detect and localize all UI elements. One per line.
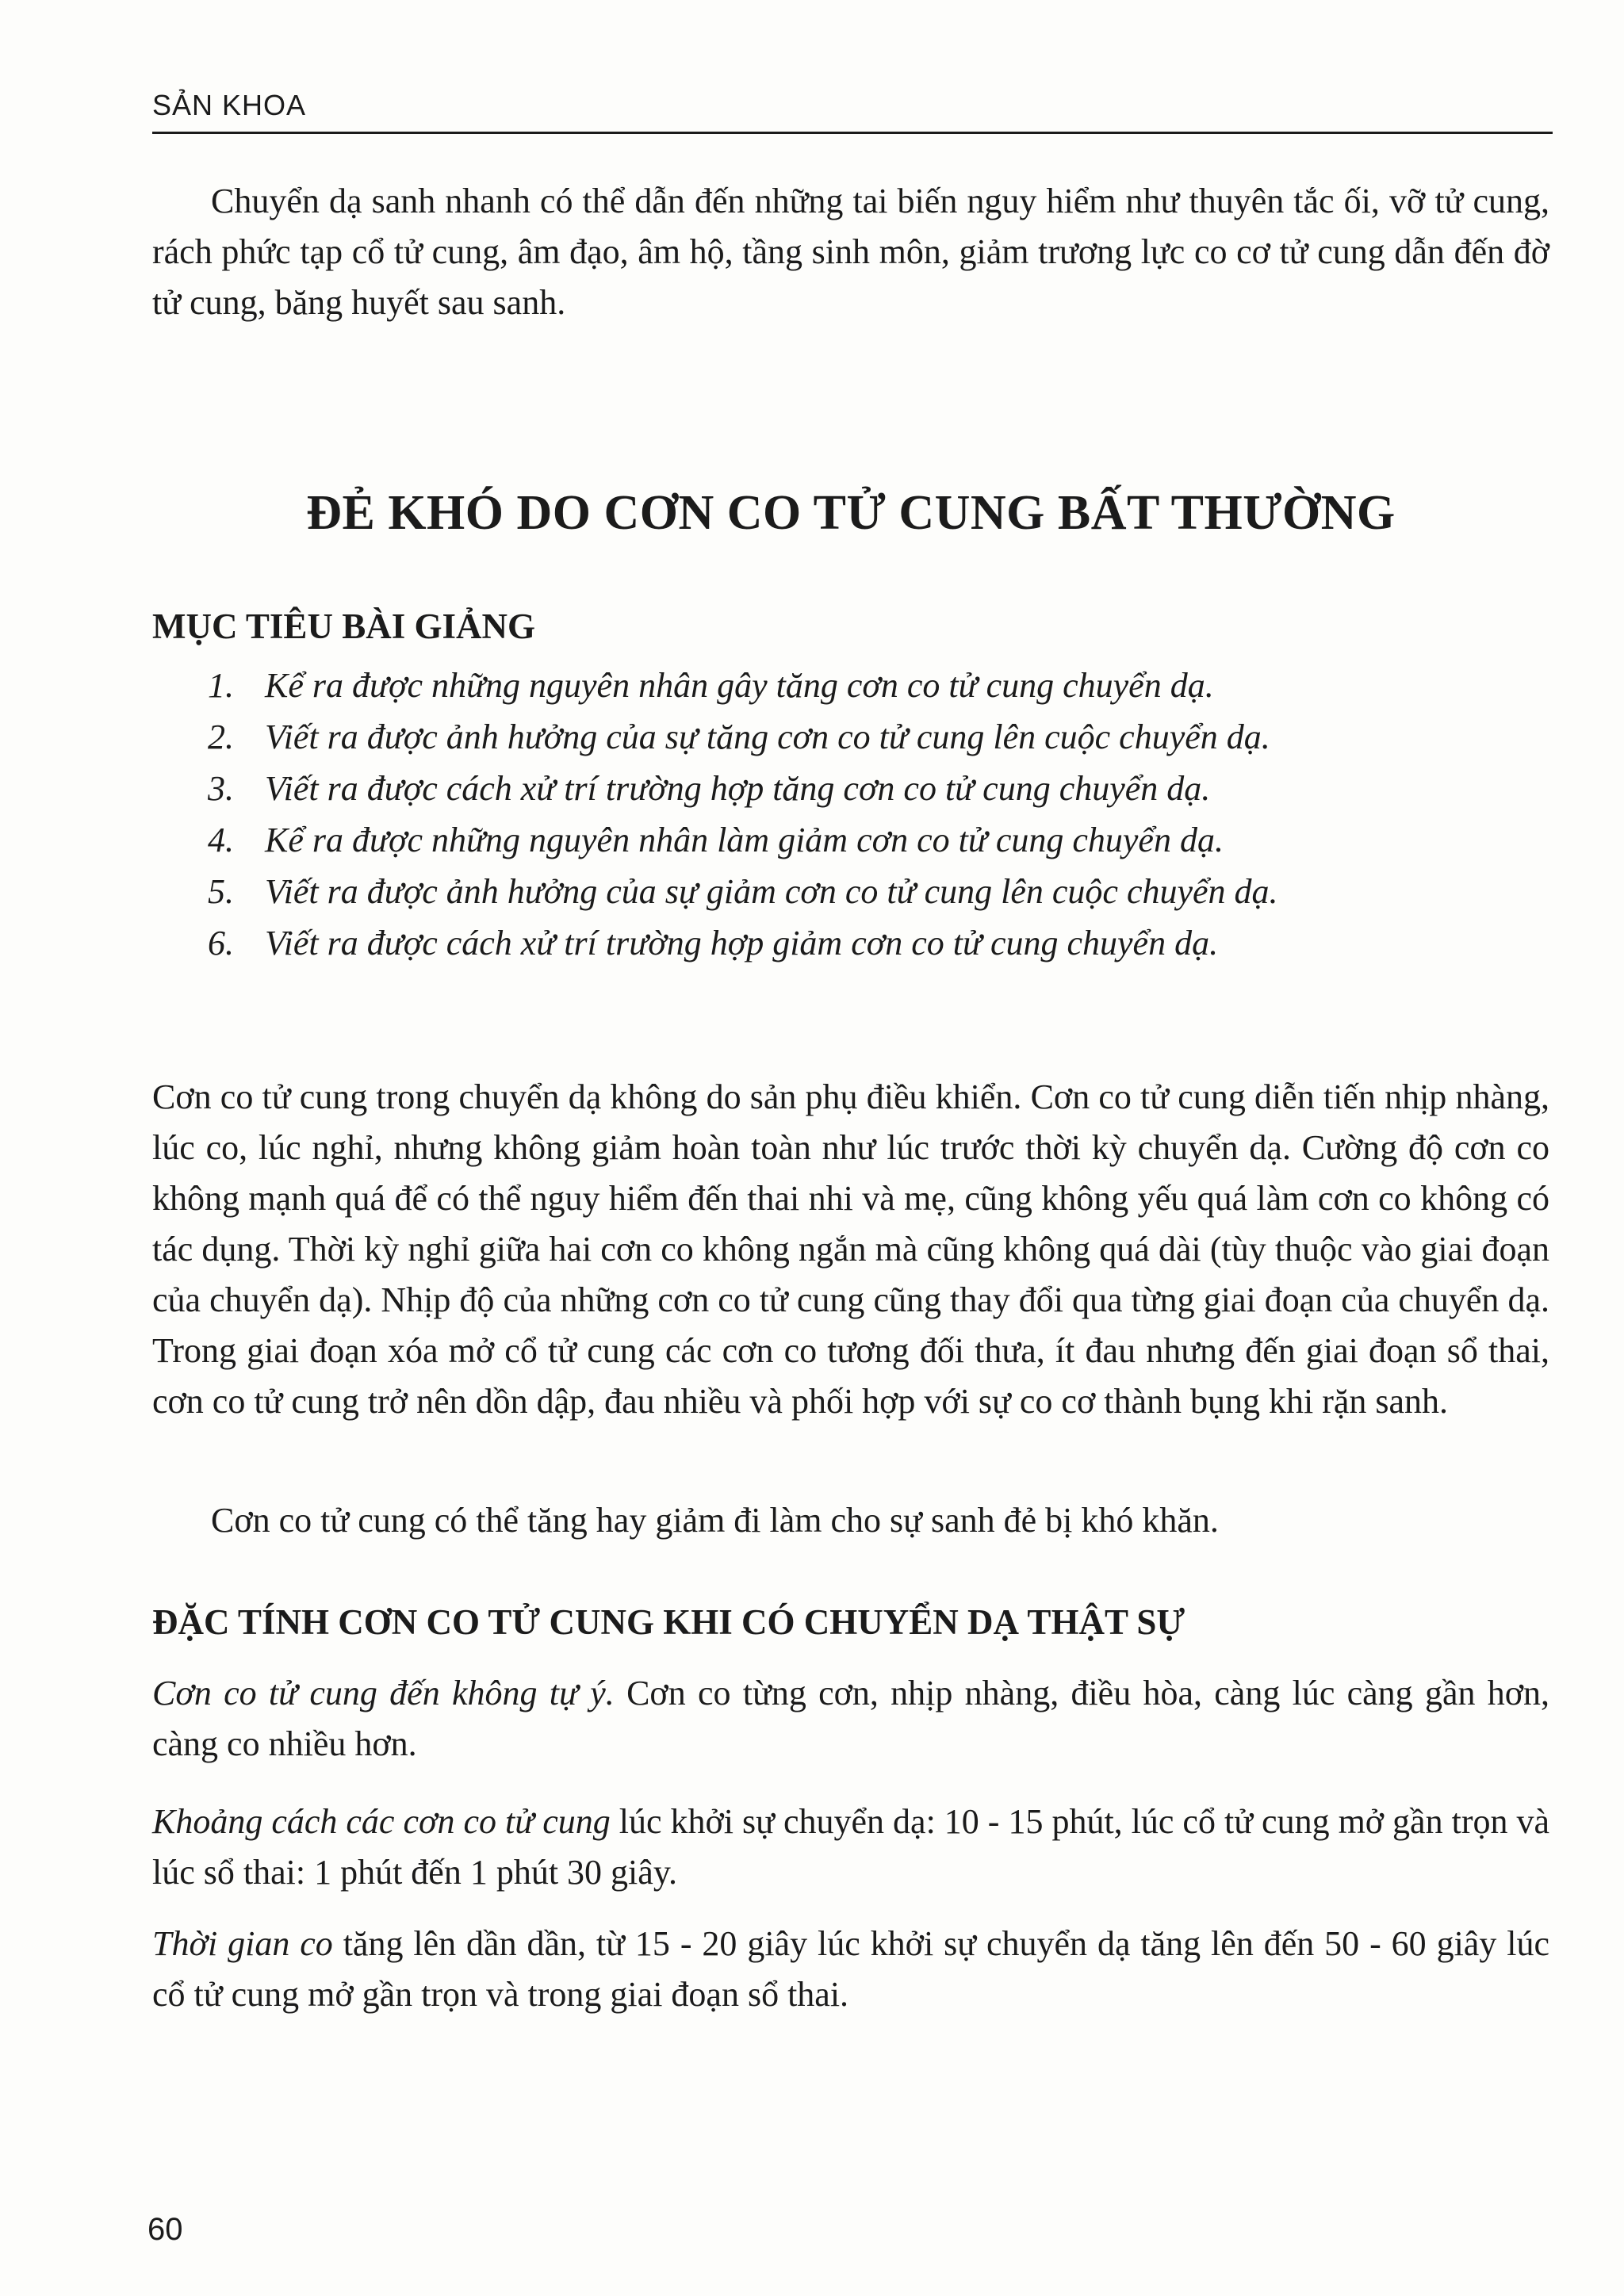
objective-item: [208, 866, 1278, 917]
objective-number: 2.: [208, 718, 234, 756]
objective-number: 4.: [208, 821, 234, 859]
objective-number: 1.: [208, 666, 234, 705]
objective-item: [208, 763, 1278, 814]
objective-text: Viết ra được ảnh hưởng của sự tăng cơn co tử cung lên cuộc chuyển dạ.: [265, 718, 1270, 756]
objective-text: Viết ra được ảnh hưởng của sự giảm cơn co tử cung lên cuộc chuyển dạ.: [265, 872, 1278, 911]
paragraph-text: tăng lên dần dần, từ 15 - 20 giây lúc khởi sự chuyển dạ tăng lên đến 50 - 60 giây lúc cổ tử cung mở gần trọn và trong giai đoạn sổ thai.: [152, 1924, 1550, 2014]
section-paragraph-1: [152, 1668, 1549, 1770]
paragraph-text: lúc khởi sự chuyển dạ: 10 - 15 phút, lúc cổ tử cung mở gần trọn và lúc sổ thai: 1 phút đến 1 phút 30 giây.: [152, 1802, 1549, 1892]
section-heading: ĐẶC TÍNH CƠN CO TỬ CUNG KHI CÓ CHUYỂN DẠ THẬT SỰ: [152, 1602, 1185, 1642]
objectives-heading: MỤC TIÊU BÀI GIẢNG: [152, 607, 535, 646]
chapter-title: ĐẺ KHÓ DO CƠN CO TỬ CUNG BẤT THƯỜNG: [306, 486, 1396, 540]
objective-text: Viết ra được cách xử trí trường hợp tăng cơn co tử cung chuyển dạ.: [265, 769, 1211, 808]
objective-item: [208, 814, 1278, 866]
emphasis-term: Thời gian co: [152, 1924, 333, 1963]
header-rule: [152, 132, 1553, 134]
objectives-list: [208, 660, 1278, 969]
paragraph-text: Cơn co từng cơn, nhịp nhàng, điều hòa, càng lúc càng gần hơn, càng co nhiều hơn.: [152, 1674, 1550, 1763]
section-paragraph-3: [152, 1919, 1549, 2020]
objective-text: Viết ra được cách xử trí trường hợp giảm cơn co tử cung chuyển dạ.: [265, 924, 1219, 962]
objective-item: [208, 917, 1278, 969]
objective-text: Kể ra được những nguyên nhân gây tăng cơn co tử cung chuyển dạ.: [265, 666, 1214, 705]
section-paragraph-2: [152, 1797, 1549, 1898]
page-number: 60: [147, 2212, 183, 2247]
body-paragraph-2: Cơn co tử cung có thể tăng hay giảm đi làm cho sự sanh đẻ bị khó khăn.: [211, 1501, 1219, 1540]
objective-text: Kể ra được những nguyên nhân làm giảm cơn co tử cung chuyển dạ.: [265, 821, 1224, 859]
running-header: SẢN KHOA: [152, 89, 307, 121]
objective-item: [208, 711, 1278, 763]
emphasis-term: Khoảng cách các cơn co tử cung: [152, 1802, 611, 1841]
body-paragraph-1: Cơn co tử cung trong chuyển dạ không do sản phụ điều khiển. Cơn co tử cung diễn tiến nhịp nhàng, lúc co, lúc nghỉ, nhưng không giảm hoàn toàn như lúc trước thời kỳ chuyển dạ. Cường độ cơn co không mạnh quá để có thể nguy hiểm đến thai nhi và mẹ, cũng không yếu quá làm cơn co không có tác dụng. Thời kỳ nghỉ giữa hai cơn co không ngắn mà cũng không quá dài (tùy thuộc vào giai đoạn của chuyển dạ). Nhịp độ của những cơn co tử cung cũng thay đổi qua từng giai đoạn của chuyển dạ. Trong giai đoạn xóa mở cổ tử cung các cơn co tương đối thưa, ít đau nhưng đến giai đoạn sổ thai, cơn co tử cung trở nên dồn dập, đau nhiều và phối hợp với sự co cơ thành bụng khi rặn sanh.: [152, 1077, 1549, 1421]
emphasis-term: Cơn co tử cung đến không tự ý.: [152, 1674, 615, 1712]
objective-number: 3.: [208, 769, 234, 808]
objective-item: [208, 660, 1278, 711]
objective-number: 6.: [208, 924, 234, 962]
objective-number: 5.: [208, 872, 234, 911]
intro-paragraph: Chuyển dạ sanh nhanh có thể dẫn đến những tai biến nguy hiểm như thuyên tắc ối, vỡ tử cung, rách phức tạp cổ tử cung, âm đạo, âm hộ, tầng sinh môn, giảm trương lực co cơ tử cung dẫn đến đờ tử cung, băng huyết sau sanh.: [152, 182, 1549, 322]
